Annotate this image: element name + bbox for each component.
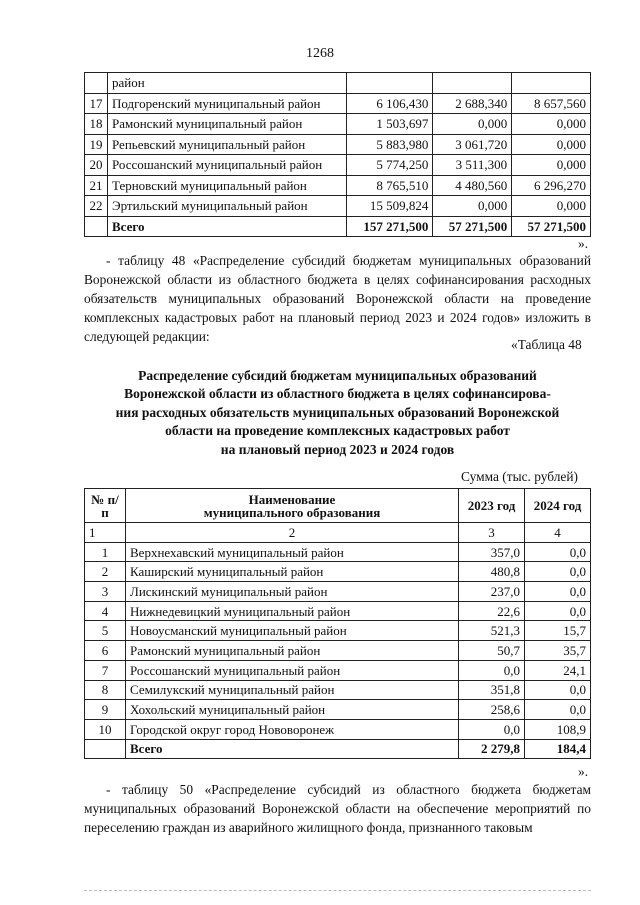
header-num: № п/п <box>85 489 126 523</box>
table-row <box>85 719 591 739</box>
municipality-name: Россошанский муниципальный район <box>108 155 347 176</box>
value-2023: 351,8 <box>459 680 525 700</box>
header-name: Наименование муниципального образования <box>126 489 459 523</box>
total-row <box>85 739 591 759</box>
total-label: Всего <box>126 739 459 759</box>
value-cell: 0,000 <box>433 114 512 135</box>
municipality-name: Новоусманский муниципальный район <box>126 621 459 641</box>
heading-line: Воронежской области из областного бюджета в целях софинансирова- <box>124 386 551 402</box>
value-2023: 480,8 <box>459 562 525 582</box>
value-2023: 22,6 <box>459 601 525 621</box>
closing-quote: ». <box>578 764 589 779</box>
municipality-name: Рамонский муниципальный район <box>126 641 459 661</box>
value-2023: 521,3 <box>459 621 525 641</box>
municipality-name: Каширский муниципальный район <box>126 562 459 582</box>
continuation-label: район <box>108 73 347 94</box>
row-number: 21 <box>85 175 108 196</box>
table-row <box>85 660 591 680</box>
table-row <box>85 700 591 720</box>
table-row <box>85 175 591 196</box>
municipality-name: Семилукский муниципальный район <box>126 680 459 700</box>
table-header-row <box>85 489 591 523</box>
table-row <box>85 582 591 602</box>
table-row <box>85 562 591 582</box>
value-2023: 237,0 <box>459 582 525 602</box>
paragraph-table-48-intro: - таблицу 48 «Распределение субсидий бюджетам муниципальных образований Воронежской области из областного бюджета в целях софинансирования расходных обязательств муниципальных образований Воронежской области на проведение комплексных кадастровых работ на плановый период 2023 и 2024 годов» изложить в следующей редакции: <box>84 253 591 344</box>
table-48 <box>84 488 591 759</box>
value-2024: 0,0 <box>525 601 591 621</box>
row-number: 19 <box>85 134 108 155</box>
units-label: Сумма (тыс. рублей) <box>461 469 578 484</box>
table-row <box>85 542 591 562</box>
total-row <box>85 216 591 237</box>
total-value: 57 271,500 <box>433 216 512 237</box>
value-2024: 35,7 <box>525 641 591 661</box>
header-2024: 2024 год <box>525 489 591 523</box>
value-2023: 0,0 <box>459 660 525 680</box>
value-2023: 50,7 <box>459 641 525 661</box>
municipality-name: Хохольский муниципальный район <box>126 700 459 720</box>
table-row <box>85 601 591 621</box>
row-number: 8 <box>85 680 126 700</box>
header-2023: 2023 год <box>459 489 525 523</box>
value-2024: 0,0 <box>525 700 591 720</box>
heading-line: области на проведение комплексных кадастровых работ <box>165 423 510 439</box>
closing-quote: ». <box>578 236 589 251</box>
row-number: 5 <box>85 621 126 641</box>
value-2023: 258,6 <box>459 700 525 720</box>
value-cell: 15 509,824 <box>347 196 433 217</box>
value-cell: 6 106,430 <box>347 93 433 114</box>
value-cell: 1 503,697 <box>347 114 433 135</box>
value-cell: 8 765,510 <box>347 175 433 196</box>
value-2023: 0,0 <box>459 719 525 739</box>
value-cell: 4 480,560 <box>433 175 512 196</box>
heading-line: Распределение субсидий бюджетам муниципальных образований <box>138 368 537 383</box>
table-row <box>85 73 591 94</box>
row-number: 9 <box>85 700 126 720</box>
value-cell: 3 061,720 <box>433 134 512 155</box>
municipality-name: Репьевский муниципальный район <box>108 134 347 155</box>
table-row <box>85 155 591 176</box>
municipality-name: Эртильский муниципальный район <box>108 196 347 217</box>
value-cell: 6 296,270 <box>512 175 591 196</box>
heading-line: ния расходных обязательств муниципальных образований Воронежской <box>115 404 560 420</box>
row-number: 1 <box>85 542 126 562</box>
value-2024: 24,1 <box>525 660 591 680</box>
row-number: 17 <box>85 93 108 114</box>
total-value-2023: 2 279,8 <box>459 739 525 759</box>
municipality-name: Верхнехавский муниципальный район <box>126 542 459 562</box>
value-cell: 5 774,250 <box>347 155 433 176</box>
municipality-name: Городской округ город Нововоронеж <box>126 719 459 739</box>
row-number: 7 <box>85 660 126 680</box>
municipality-name: Лискинский муниципальный район <box>126 582 459 602</box>
value-2024: 108,9 <box>525 719 591 739</box>
table-label: «Таблица 48 <box>511 337 582 352</box>
total-value: 157 271,500 <box>347 216 433 237</box>
municipality-name: Терновский муниципальный район <box>108 175 347 196</box>
table-row <box>85 134 591 155</box>
table-row <box>85 641 591 661</box>
heading-line: на плановый период 2023 и 2024 годов <box>220 441 455 457</box>
total-label: Всего <box>108 216 347 237</box>
value-2024: 0,0 <box>525 562 591 582</box>
page-bottom-divider <box>84 890 591 891</box>
subsidies-continuation-table <box>84 72 591 237</box>
row-number: 10 <box>85 719 126 739</box>
table-row <box>85 196 591 217</box>
table-row <box>85 93 591 114</box>
value-cell: 0,000 <box>512 155 591 176</box>
column-index-row: 1 2 3 4 <box>85 523 591 543</box>
value-cell: 0,000 <box>512 114 591 135</box>
value-2023: 357,0 <box>459 542 525 562</box>
value-cell: 0,000 <box>433 196 512 217</box>
row-number: 2 <box>85 562 126 582</box>
table-heading <box>84 367 591 459</box>
municipality-name: Нижнедевицкий муниципальный район <box>126 601 459 621</box>
paragraph-table-50-intro: - таблицу 50 «Распределение субсидий из областного бюджета бюджетам муниципальных образований Воронежской области на обеспечение мероприятий по переселению граждан из аварийного жилищного фонда, признанного таковым <box>84 782 591 835</box>
value-2024: 0,0 <box>525 542 591 562</box>
value-2024: 15,7 <box>525 621 591 641</box>
page-number: 1268 <box>306 46 334 61</box>
row-number: 3 <box>85 582 126 602</box>
municipality-name: Рамонский муниципальный район <box>108 114 347 135</box>
total-value: 57 271,500 <box>512 216 591 237</box>
municipality-name: Подгоренский муниципальный район <box>108 93 347 114</box>
value-cell: 5 883,980 <box>347 134 433 155</box>
row-number: 18 <box>85 114 108 135</box>
table-row <box>85 680 591 700</box>
total-value-2024: 184,4 <box>525 739 591 759</box>
row-number: 4 <box>85 601 126 621</box>
table-row <box>85 621 591 641</box>
value-cell: 3 511,300 <box>433 155 512 176</box>
row-number: 6 <box>85 641 126 661</box>
value-cell: 8 657,560 <box>512 93 591 114</box>
municipality-name: Россошанский муниципальный район <box>126 660 459 680</box>
row-number: 22 <box>85 196 108 217</box>
value-cell: 2 688,340 <box>433 93 512 114</box>
value-2024: 0,0 <box>525 582 591 602</box>
value-cell: 0,000 <box>512 196 591 217</box>
table-row <box>85 114 591 135</box>
value-2024: 0,0 <box>525 680 591 700</box>
row-number: 20 <box>85 155 108 176</box>
value-cell: 0,000 <box>512 134 591 155</box>
